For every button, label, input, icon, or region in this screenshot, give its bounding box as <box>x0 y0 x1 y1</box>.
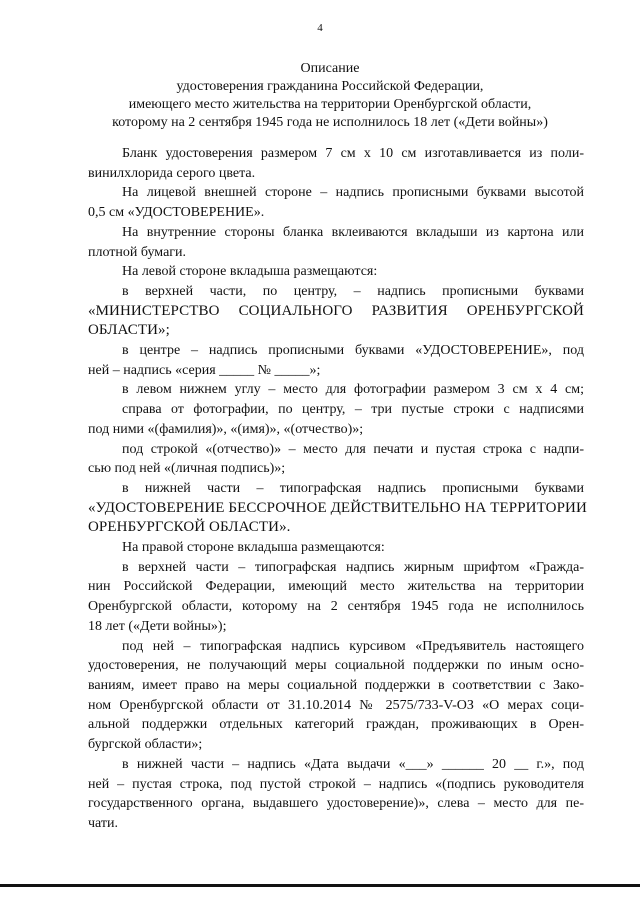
text-line: плотной бумаги. <box>88 244 187 260</box>
text-line: На внутренние стороны бланка вклеиваются вкладыши из картона или <box>122 224 584 240</box>
text-line: под строкой «(отчество)» – место для печати и пустая строка с надпи- <box>122 441 584 457</box>
text-line: «УДОСТОВЕРЕНИЕ БЕССРОЧНОЕ ДЕЙСТВИТЕЛЬНО НА ТЕРРИТОРИИ <box>88 499 587 516</box>
title-line-2: удостоверения гражданина Российской Федерации, <box>176 79 484 94</box>
page-number: 4 <box>317 22 323 34</box>
text-line: удостоверения, не получающий меры социальной поддержки по иным осно- <box>88 658 584 674</box>
text-line: На лицевой внешней стороне – надпись прописными буквами высотой <box>122 185 584 201</box>
text-line: сью под ней «(личная подпись)»; <box>88 461 286 477</box>
text-line: справа от фотографии, по центру, – три пустые строки с надписями <box>122 402 584 418</box>
title-line-3: имеющего место жительства на территории Оренбургской области, <box>128 97 532 112</box>
text-line: нин Российской Федерации, имеющий место жительства на территории <box>88 579 584 595</box>
text-line: в верхней части, по центру, – надпись прописными буквами <box>122 283 584 299</box>
text-line: в верхней части – типографская надпись жирным шрифтом «Гражда- <box>122 559 584 575</box>
text-line: чати. <box>88 815 119 831</box>
text-line: альной поддержки отдельных категорий граждан, проживающих в Орен- <box>88 717 584 733</box>
text-line: под ними «(фамилия)», «(имя)», «(отчество)»; <box>88 421 364 437</box>
text-line: 0,5 см «УДОСТОВЕРЕНИЕ». <box>88 205 265 221</box>
bottom-rule <box>0 884 640 887</box>
title-line-1: Описание <box>300 61 360 76</box>
document-body <box>88 144 587 834</box>
text-line: ОРЕНБУРГСКОЙ ОБЛАСТИ». <box>88 519 291 536</box>
text-line: 18 лет («Дети войны»); <box>88 618 227 634</box>
text-line: Оренбургской области, которому на 2 сентября 1945 года не исполнилось <box>88 599 584 615</box>
text-line: бургской области»; <box>88 737 203 753</box>
text-line: ней – пустая строка, под пустой строкой – надпись «(подпись руководителя <box>88 776 584 792</box>
text-line: в левом нижнем углу – место для фотографии размером 3 см х 4 см; <box>122 382 584 398</box>
document-title <box>60 60 600 132</box>
text-line: государственного органа, выдавшего удостоверение)», слева – место для пе- <box>88 796 584 812</box>
text-line: ваниям, имеет право на меры социальной поддержки в соответствии с Зако- <box>88 677 584 693</box>
text-line: «МИНИСТЕРСТВО СОЦИАЛЬНОГО РАЗВИТИЯ ОРЕНБУРГСКОЙ <box>88 302 584 319</box>
text-line: ОБЛАСТИ»; <box>88 322 170 339</box>
text-line: в центре – надпись прописными буквами «УДОСТОВЕРЕНИЕ», под <box>122 343 584 359</box>
text-line: На левой стороне вкладыша размещаются: <box>122 264 378 280</box>
text-line: винилхлорида серого цвета. <box>88 165 256 181</box>
text-line: На правой стороне вкладыша размещаются: <box>122 540 385 556</box>
text-line: под ней – типографская надпись курсивом «Предъявитель настоящего <box>122 638 584 654</box>
title-line-4: которому на 2 сентября 1945 года не исполнилось 18 лет («Дети войны») <box>112 115 548 130</box>
text-line: ном Оренбургской области от 31.10.2014 № 2575/733-V-ОЗ «О мерах соци- <box>88 697 584 713</box>
text-line: в нижней части – надпись «Дата выдачи «___» ______ 20 __ г.», под <box>122 756 584 772</box>
text-line: ней – надпись «серия _____ № _____»; <box>88 362 321 378</box>
text-line: Бланк удостоверения размером 7 см х 10 см изготавливается из поли- <box>122 146 584 161</box>
text-line: в нижней части – типографская надпись прописными буквами <box>122 480 584 496</box>
